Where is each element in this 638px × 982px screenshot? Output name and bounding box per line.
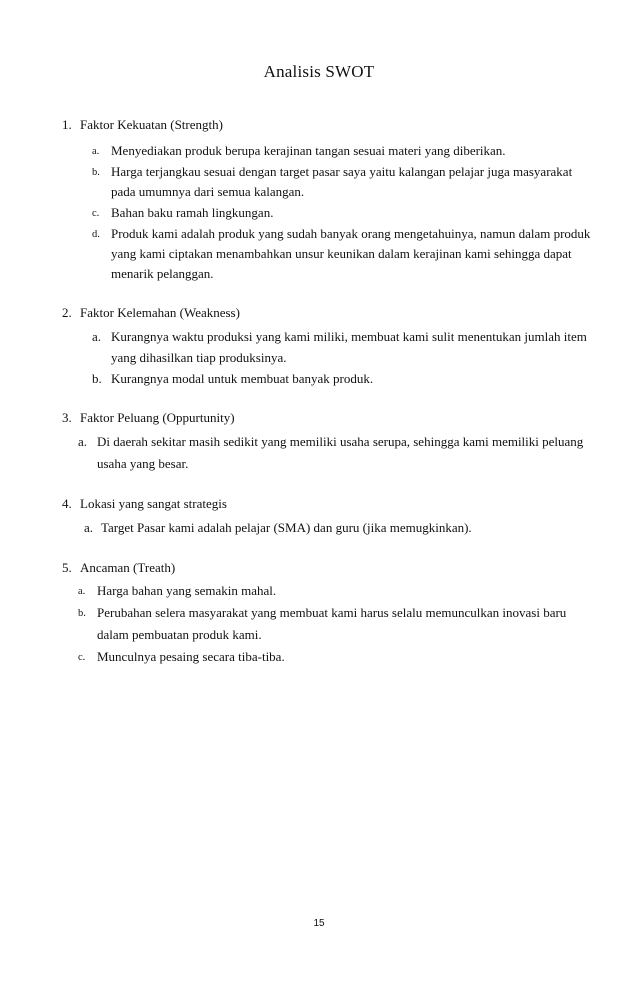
section-2-number: 2. <box>62 305 72 320</box>
section-2-item-a-line-1: Kurangnya waktu produksi yang kami miliki, membuat kami sulit menentukan jumlah item <box>111 329 587 344</box>
page-title: Analisis SWOT <box>263 62 375 81</box>
section-3-item-a-line-2: usaha yang besar. <box>97 456 189 471</box>
page-number: 15 <box>313 918 325 929</box>
section-1-item-b-line-1: Harga terjangkau sesuai dengan target pasar saya yaitu kalangan pelajar juga masyarakat <box>111 164 573 179</box>
section-1-item-b-line-2: pada umumnya dari semua kalangan. <box>111 184 305 199</box>
section-5-item-c-marker: c. <box>78 652 86 663</box>
section-3-item-a-marker: a. <box>78 434 88 449</box>
section-2-item-a-marker: a. <box>92 329 102 344</box>
section-2-heading: Faktor Kelemahan (Weakness) <box>80 305 240 320</box>
section-4-item-a-marker: a. <box>84 520 94 535</box>
section-4-number: 4. <box>62 496 72 511</box>
section-3-heading: Faktor Peluang (Oppurtunity) <box>80 410 235 425</box>
section-1-item-c-marker: c. <box>92 208 100 219</box>
section-1-item-d-line-3: menarik pelanggan. <box>111 266 214 281</box>
section-5-item-a-line-1: Harga bahan yang semakin mahal. <box>97 583 277 598</box>
section-5-item-c-line-1: Munculnya pesaing secara tiba-tiba. <box>97 649 285 664</box>
section-2-item-b-line-1: Kurangnya modal untuk membuat banyak produk. <box>111 371 374 386</box>
section-1-heading: Faktor Kekuatan (Strength) <box>80 117 223 132</box>
section-1-item-d-marker: d. <box>92 229 100 240</box>
section-2-item-b-marker: b. <box>92 371 102 386</box>
section-5-number: 5. <box>62 560 72 575</box>
section-4-heading: Lokasi yang sangat strategis <box>80 496 227 511</box>
section-1-item-d-line-1: Produk kami adalah produk yang sudah banyak orang mengetahuinya, namun dalam produk <box>111 226 591 241</box>
section-5-item-b-line-1: Perubahan selera masyarakat yang membuat kami harus selalu memunculkan inovasi baru <box>97 605 567 620</box>
section-3-item-a-line-1: Di daerah sekitar masih sedikit yang memiliki usaha serupa, sehingga kami memiliki peluang <box>97 434 584 449</box>
section-1-item-d-line-2: yang kami ciptakan menambahkan unsur keunikan dalam kerajinan kami sehingga dapat <box>111 246 572 261</box>
section-4-item-a-line-1: Target Pasar kami adalah pelajar (SMA) dan guru (jika memugkinkan). <box>101 520 472 535</box>
section-5-item-b-line-2: dalam pembuatan produk kami. <box>97 627 262 642</box>
section-3-number: 3. <box>62 410 72 425</box>
section-1-number: 1. <box>62 117 72 132</box>
section-1-item-a-line-1: Menyediakan produk berupa kerajinan tangan sesuai materi yang diberikan. <box>111 143 506 158</box>
section-2-item-a-line-2: yang dihasilkan tiap produksinya. <box>111 350 287 365</box>
section-1-item-c-line-1: Bahan baku ramah lingkungan. <box>111 205 274 220</box>
section-1-item-a-marker: a. <box>92 146 100 157</box>
section-5-item-a-marker: a. <box>78 586 86 597</box>
section-5-item-b-marker: b. <box>78 608 86 619</box>
section-5-heading: Ancaman (Treath) <box>80 560 176 575</box>
section-1-item-b-marker: b. <box>92 167 100 178</box>
